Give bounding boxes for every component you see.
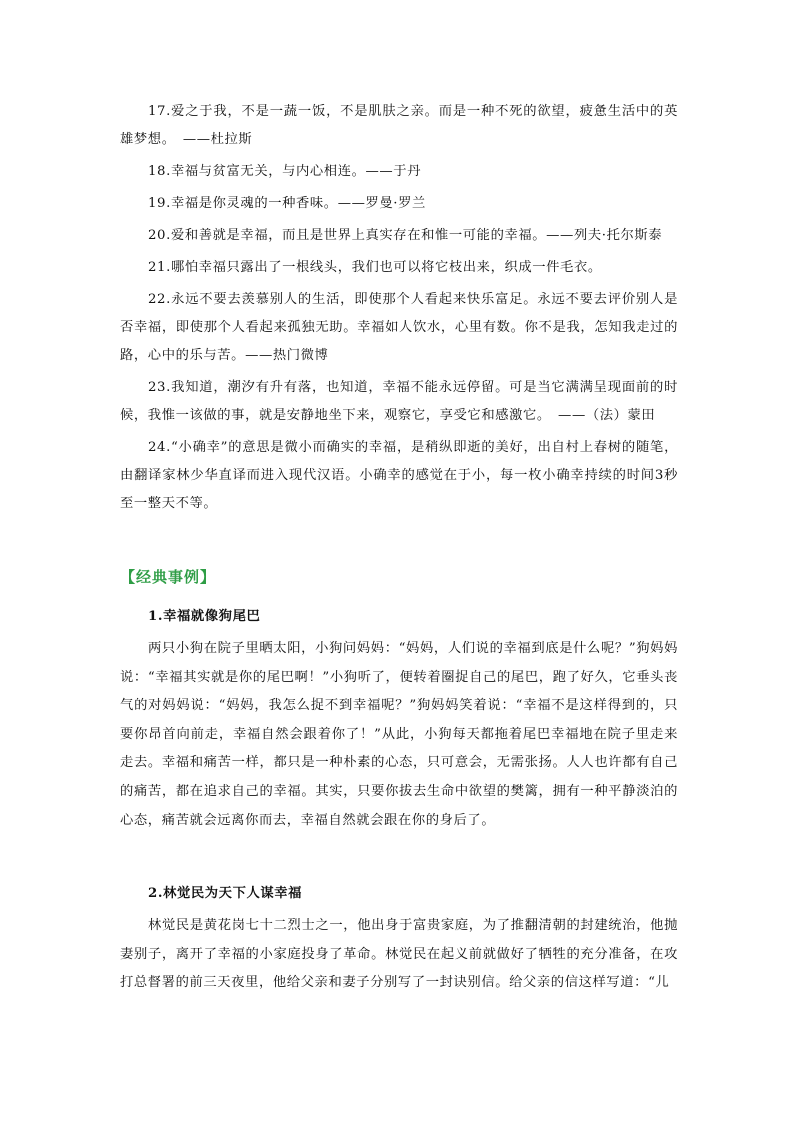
quote-20: 20.爱和善就是幸福，而且是世界上真实存在和惟一可能的幸福。——列夫·托尔斯泰 xyxy=(148,228,663,243)
quote-22: 22.永远不要去羡慕别人的生活，即使那个人看起来快乐富足。永远不要去评价别人是否幸福，即使那个人看起来孤独无助。幸福如人饮水，心里有数。你不是我，怎知我走过的路，心中的乐与苦。——热门微博 xyxy=(120,292,678,363)
quote-18: 18.幸福与贫富无关，与内心相连。——于丹 xyxy=(148,164,422,179)
case-1-body: 两只小狗在院子里晒太阳，小狗问妈妈：“妈妈，人们说的幸福到底是什么呢？”狗妈妈说：“幸福其实就是你的尾巴啊！”小狗听了，便转着圈捉自己的尾巴，跑了好久，它垂头丧气的对妈妈说：“妈妈，我怎么捉不到幸福呢？”狗妈妈笑着说：“幸福不是这样得到的，只要你昂首向前走，幸福自然会跟着你了！”从此，小狗每天都拖着尾巴幸福地在院子里走来走去。幸福和痛苦一样，都只是一种朴素的心态，只可意会，无需张扬。人人也许都有自己的痛苦，都在追求自己的幸福。其实，只要你拔去生命中欲望的樊篱，拥有一种平静淡泊的心态，痛苦就会远离你而去，幸福自然就会跟在你的身后了。 xyxy=(120,641,678,828)
quote-21: 21.哪怕幸福只露出了一根线头，我们也可以将它枝出来，织成一件毛衣。 xyxy=(148,260,602,275)
section-title-classic-cases: 【经典事例】 xyxy=(120,568,217,586)
quote-list xyxy=(120,98,678,522)
quote-23: 23.我知道，潮汐有升有落，也知道，幸福不能永远停留。可是当它满满呈现面前的时候，我惟一该做的事，就是安静地坐下来，观察它，享受它和感激它。 ——（法）蒙田 xyxy=(120,380,678,423)
case-1-title: 1.幸福就像狗尾巴 xyxy=(148,609,261,624)
quote-17: 17.爱之于我，不是一蔬一饭，不是肌肤之亲。而是一种不死的欲望，疲惫生活中的英雄梦想。 ——杜拉斯 xyxy=(120,104,678,147)
quote-24: 24.“小确幸”的意思是微小而确实的幸福，是稍纵即逝的美好，出自村上春树的随笔，由翻译家林少华直译而进入现代汉语。小确幸的感觉在于小，每一枚小确幸持续的时间3秒至一整天不等。 xyxy=(120,440,678,511)
quote-19: 19.幸福是你灵魂的一种香味。——罗曼·罗兰 xyxy=(148,196,426,211)
case-2 xyxy=(120,880,678,998)
case-2-title: 2.林觉民为天下人谋幸福 xyxy=(148,886,303,901)
case-2-body: 林觉民是黄花岗七十二烈士之一，他出身于富贵家庭，为了推翻清朝的封建统治，他抛妻别子，离开了幸福的小家庭投身了革命。林觉民在起义前就做好了牺牲的充分准备，在攻打总督署的前三天夜里，他给父亲和妻子分别写了一封诀别信。给父亲的信这样写道：“儿 xyxy=(120,918,678,991)
case-1 xyxy=(120,603,678,835)
